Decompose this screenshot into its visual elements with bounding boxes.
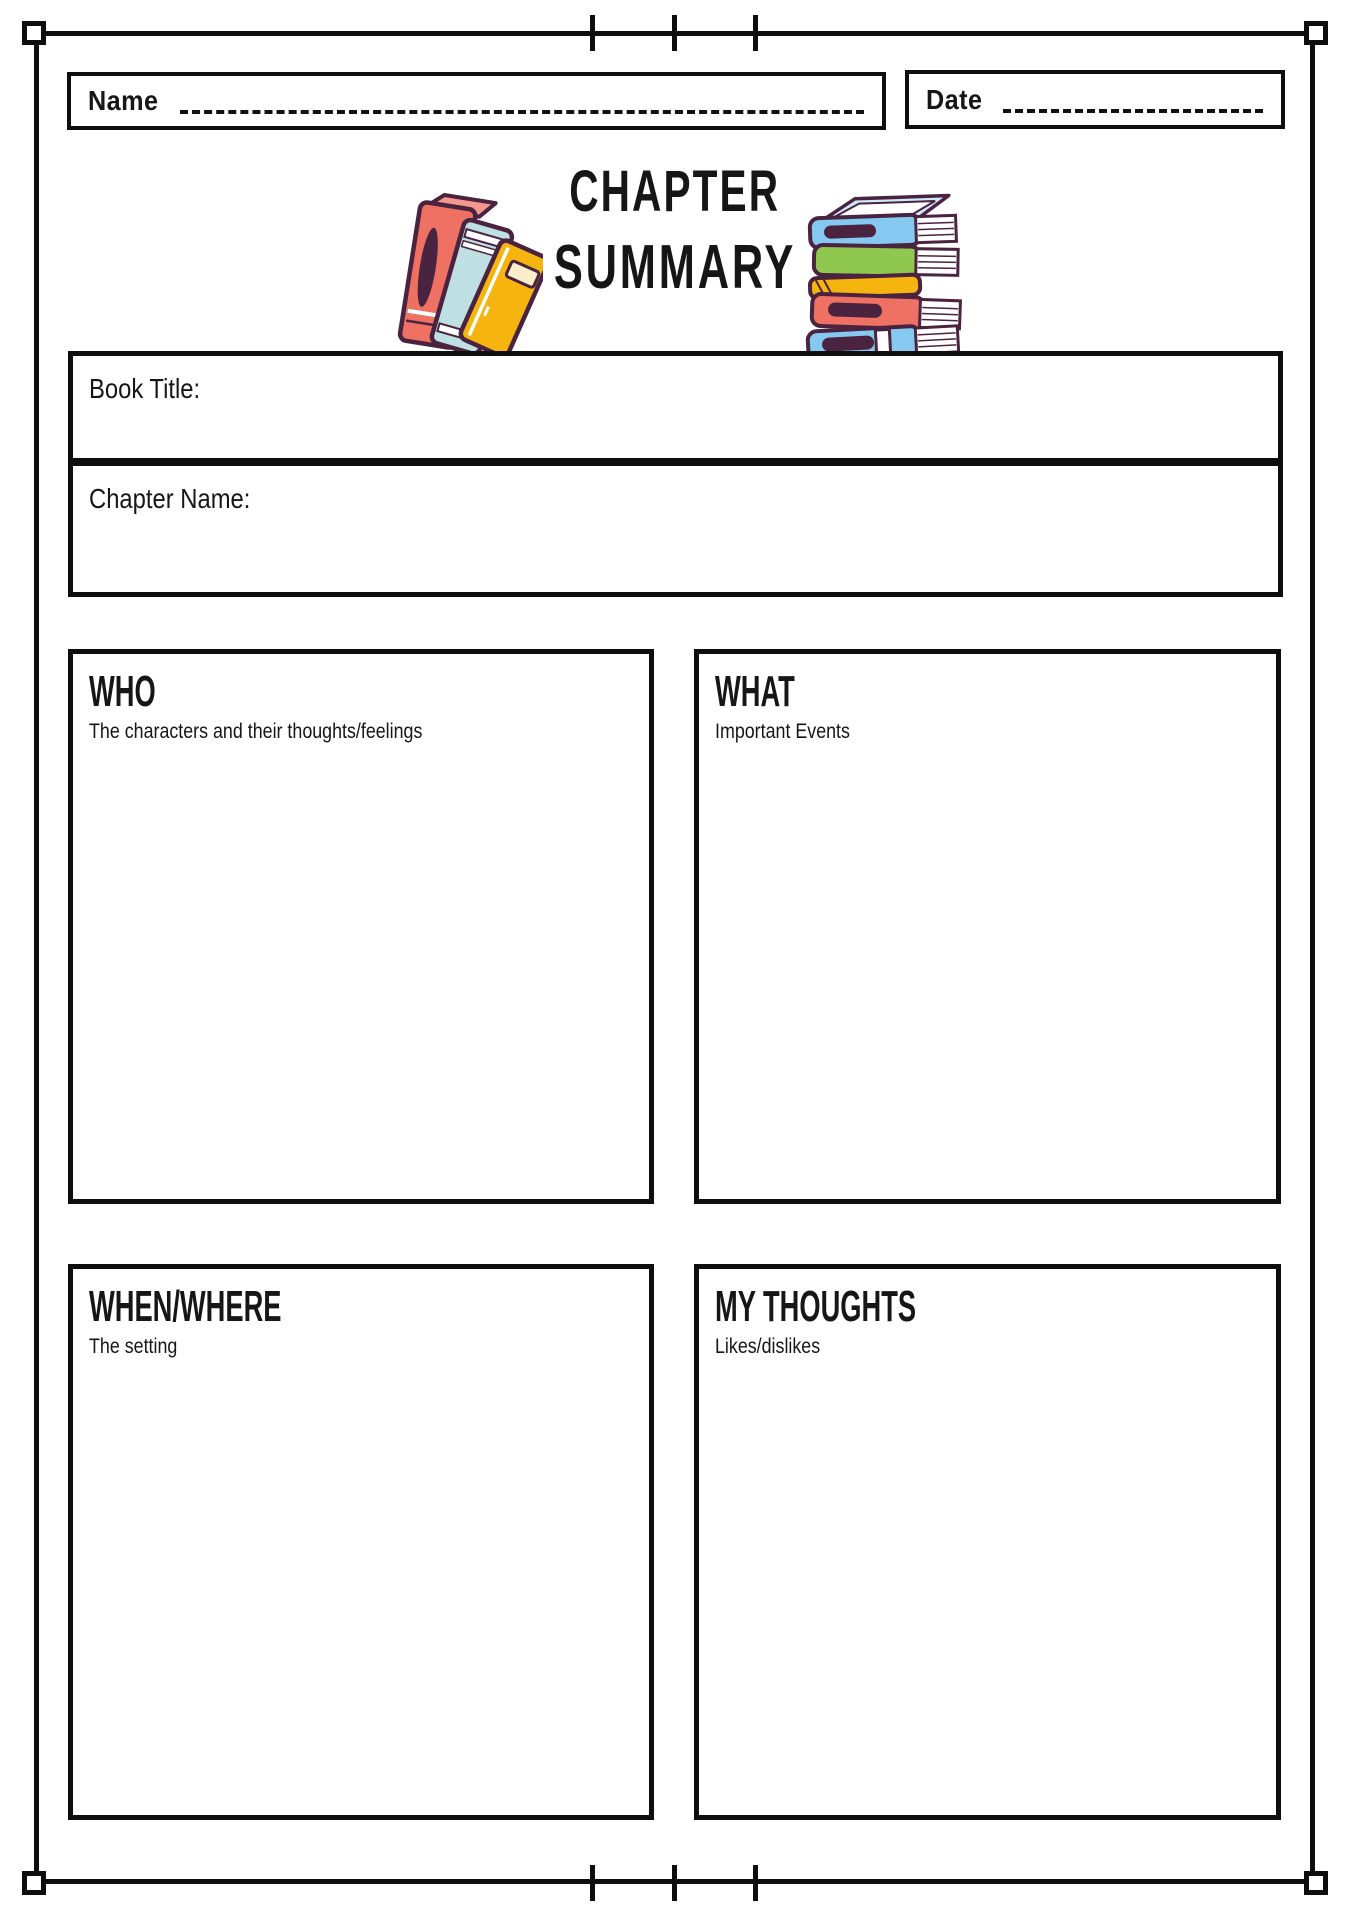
chapter-name-input-area[interactable] bbox=[73, 466, 1278, 592]
section-my-thoughts-box bbox=[694, 1264, 1281, 1820]
section-what-box bbox=[694, 649, 1281, 1204]
title-line-2: SUMMARY bbox=[553, 233, 797, 302]
my-thoughts-heading: MY THOUGHTS bbox=[715, 1282, 917, 1331]
section-who-box bbox=[68, 649, 654, 1204]
title-line-1: CHAPTER bbox=[569, 159, 781, 224]
date-fill-line[interactable] bbox=[1003, 109, 1263, 113]
my-thoughts-input-area[interactable] bbox=[699, 1359, 1276, 1815]
frame-corner-bottom-right bbox=[1304, 1871, 1328, 1895]
name-box bbox=[67, 72, 886, 130]
chapter-name-label: Chapter Name: bbox=[89, 483, 251, 514]
what-input-area[interactable] bbox=[699, 744, 1276, 1199]
who-input-area[interactable] bbox=[73, 744, 649, 1199]
frame-corner-top-right bbox=[1304, 21, 1328, 45]
leaning-books-icon bbox=[388, 183, 543, 358]
chapter-name-field bbox=[68, 461, 1283, 597]
section-when-where-box bbox=[68, 1264, 654, 1820]
who-heading: WHO bbox=[89, 667, 156, 716]
stacked-books-icon bbox=[798, 190, 966, 362]
what-subtitle: Important Events bbox=[715, 720, 850, 744]
when-where-subtitle: The setting bbox=[89, 1335, 178, 1359]
frame-corner-bottom-left bbox=[22, 1871, 46, 1895]
who-subtitle: The characters and their thoughts/feelings bbox=[89, 720, 423, 744]
name-label: Name bbox=[88, 85, 159, 116]
book-title-field bbox=[68, 351, 1283, 463]
registration-tick bbox=[753, 15, 758, 51]
name-fill-line[interactable] bbox=[180, 110, 864, 114]
my-thoughts-subtitle: Likes/dislikes bbox=[715, 1335, 821, 1359]
when-where-input-area[interactable] bbox=[73, 1359, 649, 1815]
frame-corner-top-left bbox=[22, 21, 46, 45]
registration-tick bbox=[672, 15, 677, 51]
registration-tick bbox=[590, 15, 595, 51]
registration-tick bbox=[672, 1865, 677, 1901]
what-heading: WHAT bbox=[715, 667, 795, 716]
when-where-heading: WHEN/WHERE bbox=[89, 1282, 282, 1331]
date-label: Date bbox=[926, 83, 983, 115]
book-title-input-area[interactable] bbox=[73, 356, 1278, 458]
book-title-label: Book Title: bbox=[89, 373, 201, 404]
registration-tick bbox=[590, 1865, 595, 1901]
date-box bbox=[905, 70, 1285, 129]
registration-tick bbox=[753, 1865, 758, 1901]
